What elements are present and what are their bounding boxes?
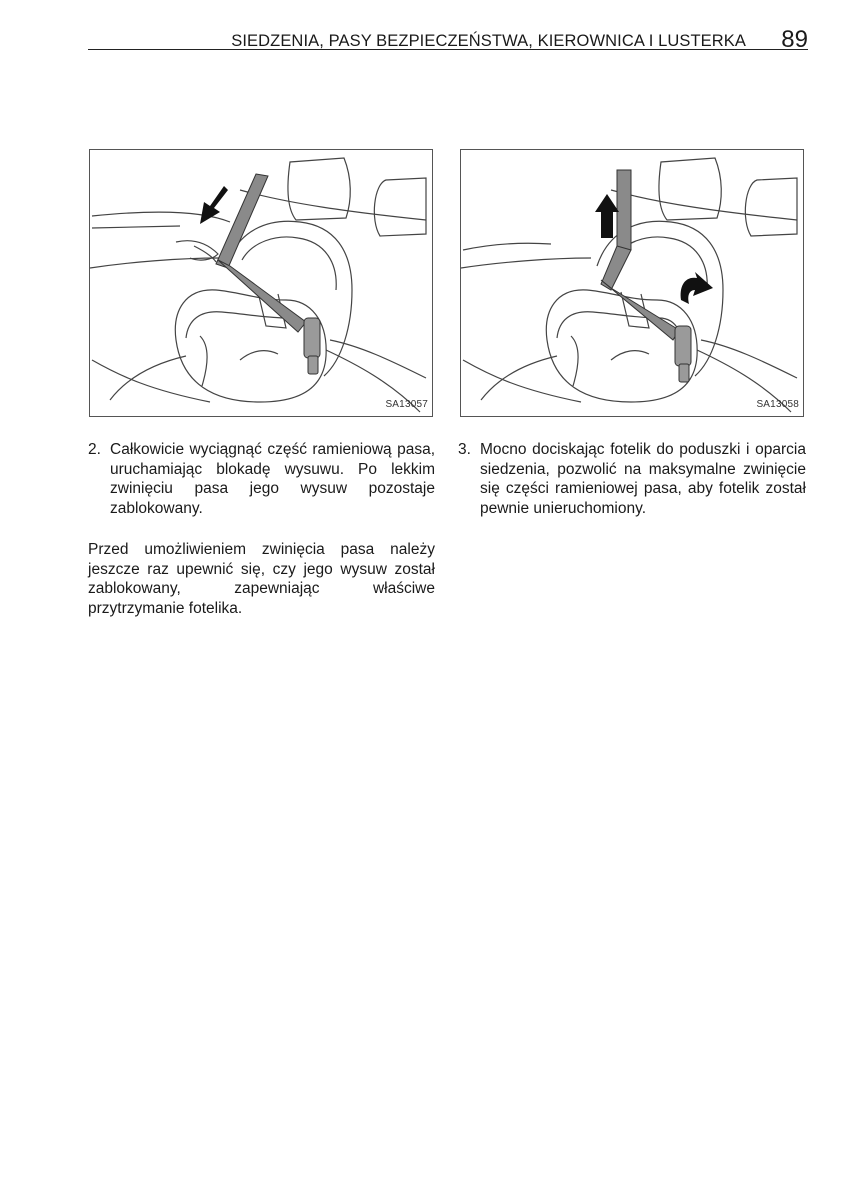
figure-retract-belt — [460, 149, 804, 417]
right-text-column — [458, 440, 806, 518]
step-item — [88, 440, 435, 518]
left-text-column — [88, 440, 435, 618]
figure-code: SA13058 — [756, 399, 799, 410]
arrow-up-icon — [595, 194, 619, 238]
step-number: 3. — [458, 441, 471, 458]
header-rule — [88, 49, 808, 50]
arrow-down-left-icon — [200, 186, 228, 224]
section-title: SIEDZENIA, PASY BEZPIECZEŃSTWA, KIEROWNICA I LUSTERKA — [231, 32, 746, 50]
page-header — [88, 26, 808, 54]
curved-arrow-icon — [681, 272, 713, 304]
figure-code: SA13057 — [385, 399, 428, 410]
note-paragraph: Przed umożliwieniem zwinięcia pasa należy jeszcze raz upewnić się, czy jego wysuw został zablokowany, zapewniając właściwe przytrzymanie fotelika. — [88, 541, 435, 617]
child-seat-illustration — [90, 150, 432, 416]
step-text: Całkowicie wyciągnąć część ramieniową pasa, uruchamiając blokadę wysuwu. Po lekkim zwinięciu pasa jego wysuw pozostaje zablokowany. — [110, 441, 435, 517]
figure-pull-belt — [89, 149, 433, 417]
step-number: 2. — [88, 441, 101, 458]
step-text: Mocno dociskając fotelik do poduszki i oparcia siedzenia, pozwolić na maksymalne zwinięcie się części ramieniowej pasa, aby fotelik został pewnie unieruchomiony. — [480, 441, 806, 517]
page-number: 89 — [781, 26, 808, 53]
child-seat-illustration — [461, 150, 803, 416]
step-item — [458, 440, 806, 518]
